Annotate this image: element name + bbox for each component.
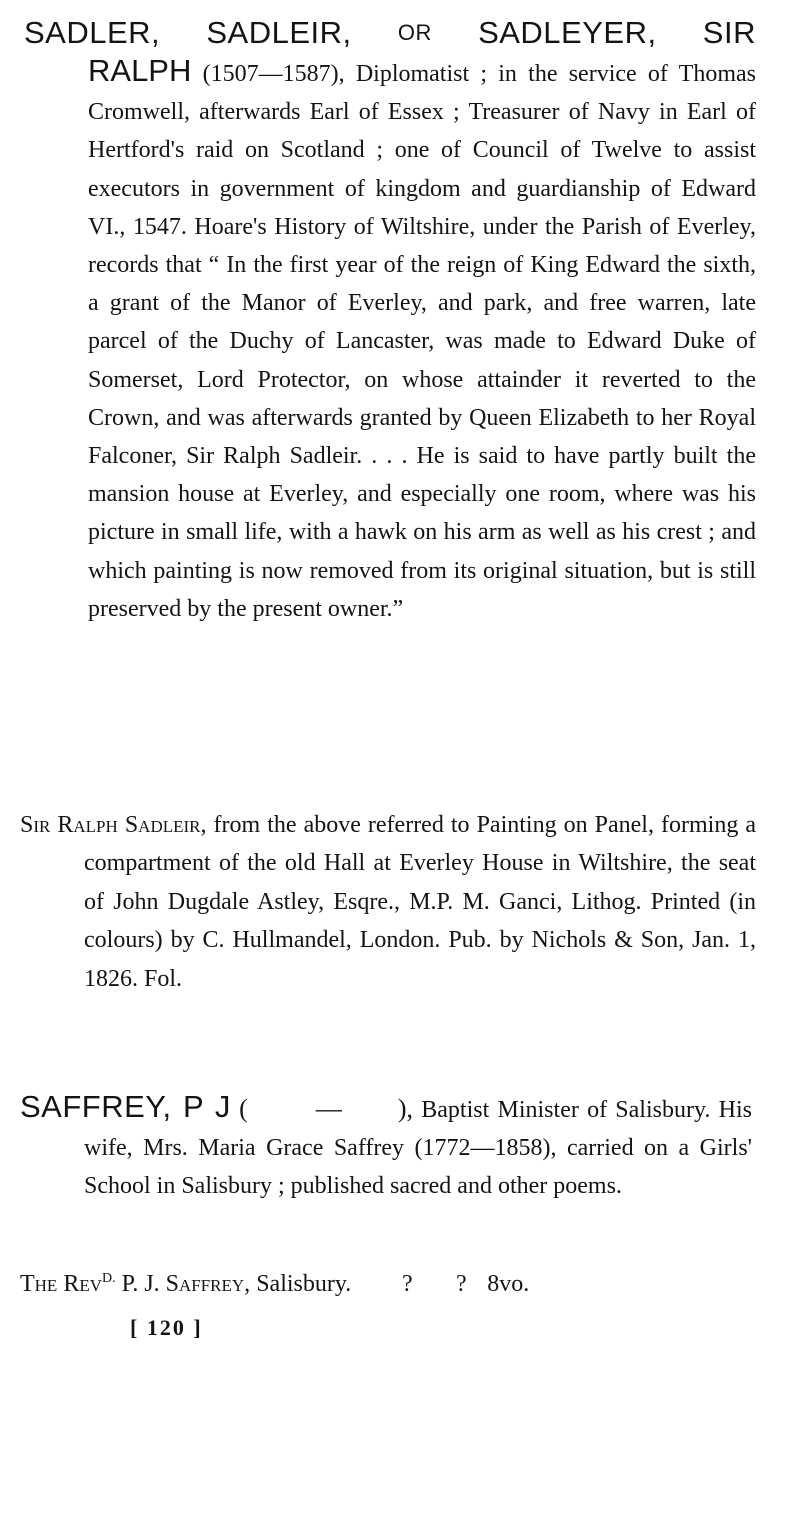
heading-name-sadleir: SADLEIR, — [206, 15, 352, 50]
heading-or: OR — [397, 20, 432, 45]
entry-heading — [24, 14, 756, 52]
dates-dash: — — [315, 1094, 342, 1123]
plate-size: 8vo. — [487, 1271, 530, 1297]
plate-text: from the above referred to Painting on Panel, forming a compartment of the old Hall at Everley House in Wiltshire, the seat of John Dugdale Astley, Esqre., M.P. M. Ganci, Lithog. Printed (in colours) by C. Hullmandel, London. Pub. by Nichols & Son, Jan. 1, 1826. Fol. — [84, 812, 757, 992]
page-number: [ 120 ] — [130, 1315, 203, 1340]
heading-name-sadleyer: SADLEYER, — [478, 15, 657, 50]
heading-name-sadler: SADLER, — [24, 15, 161, 50]
entry-body — [24, 52, 756, 628]
entry-text: (1507—1587), Diplomatist ; in the service of Thomas Cromwell, afterwards Earl of Essex ; Treasurer of Navy in Earl of Hertford's raid on Scotland ; one of Council of Twelve to assist executors in government of kingdom and guardianship of Edward VI., 1547. Hoare's History of Wiltshire, under the Parish of Everley, records that “ In the first year of the reign of King Edward the sixth, a grant of the Manor of Everley, and park, and free warren, late parcel of the Duchy of Lancaster, was made to Edward Duke of Somerset, Lord Protector, on whose attainder it reverted to the Crown, and was afterwards granted by Queen Elizabeth to her Royal Falconer, Sir Ralph Sadleir. . . . He is said to have partly built the mansion house at Everley, and especially one room, where was his picture in small life, with a hawk on his arm as well as his crest ; and which painting is now removed from its original situation, but is still preserved by the present owner.” — [88, 61, 756, 622]
plate-sadleir — [20, 806, 756, 998]
entry-sadler — [24, 14, 756, 628]
dates-close: ), — [397, 1094, 414, 1123]
plate-saffrey — [20, 1260, 756, 1303]
heading-name-ralph: RALPH — [88, 53, 192, 88]
heading-saffrey: SAFFREY, P J — [20, 1089, 231, 1124]
plate-title-saffrey: P. J. Saffrey, — [115, 1271, 251, 1297]
plate-title-sup: D. — [102, 1271, 116, 1286]
heading-title-sir: SIR — [702, 15, 756, 50]
plate-title-saffrey-prefix: The Rev — [20, 1271, 102, 1297]
plate-title: Sir Ralph Sadleir, — [20, 812, 207, 838]
entry-saffrey — [20, 1088, 752, 1206]
plate-unknown-1: ? — [401, 1271, 413, 1297]
dates-open: ( — [239, 1094, 248, 1123]
plate-unknown-2: ? — [455, 1271, 467, 1297]
entry-text-saffrey: Baptist Minister of Salisbury. His wife, Mrs. Maria Grace Saffrey (1772—1858), carried on a Girls' School in Salisbury ; published sacred and other poems. — [84, 1097, 752, 1200]
plate-place: Salisbury. — [250, 1271, 352, 1297]
